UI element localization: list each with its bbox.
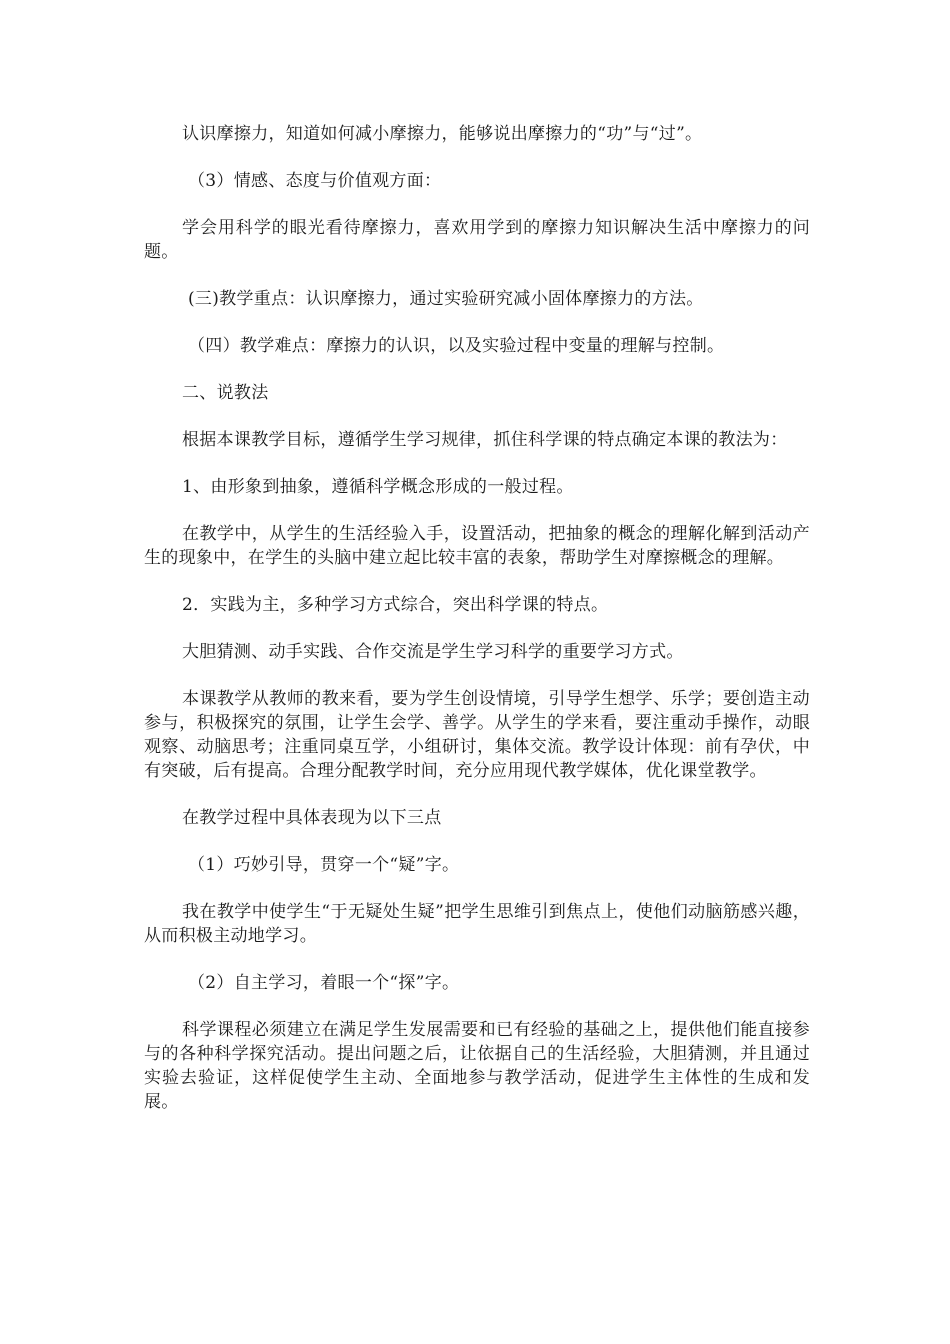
- paragraph-heading: 2．实践为主，多种学习方式综合，突出科学课的特点。: [182, 595, 609, 615]
- paragraph: 科学课程必须建立在满足学生发展需要和已有经验的基础之上，提供他们能直接参与的各种科学探究活动。提出问题之后，让依据自己的生活经验，大胆猜测，并且通过实验去验证，这样促使学生主动、全面地参与教学活动，促进学生主体性的生成和发展。: [144, 1020, 810, 1112]
- document-body: [144, 122, 810, 1137]
- paragraph-heading: （四）教学难点：摩擦力的认识，以及实验过程中变量的理解与控制。: [188, 336, 725, 356]
- paragraph-heading: （1）巧妙引导，贯穿一个“疑”字。: [188, 855, 460, 875]
- paragraph: 在教学过程中具体表现为以下三点: [182, 808, 442, 828]
- paragraph-heading: （3）情感、态度与价值观方面：: [188, 171, 442, 191]
- paragraph-heading: （2）自主学习，着眼一个“探”字。: [188, 973, 460, 993]
- paragraph: 根据本课教学目标，遵循学生学习规律，抓住科学课的特点确定本课的教法为：: [182, 430, 788, 450]
- section-heading: 二、说教法: [182, 383, 269, 403]
- paragraph-heading: 1、由形象到抽象，遵循科学概念形成的一般过程。: [182, 477, 574, 497]
- paragraph: 本课教学从教师的教来看，要为学生创设情境，引导学生想学、乐学；要创造主动参与，积极探究的氛围，让学生会学、善学。从学生的学来看，要注重动手操作，动眼观察、动脑思考；注重同桌互学，小组研讨，集体交流。教学设计体现：前有孕伏，中有突破，后有提高。合理分配教学时间，充分应用现代教学媒体，优化课堂教学。: [144, 689, 810, 781]
- paragraph: 我在教学中使学生“于无疑处生疑”把学生思维引到焦点上，使他们动脑筋感兴趣，从而积极主动地学习。: [144, 902, 810, 946]
- paragraph: 在教学中，从学生的生活经验入手，设置活动，把抽象的概念的理解化解到活动产生的现象中，在学生的头脑中建立起比较丰富的表象，帮助学生对摩擦概念的理解。: [144, 524, 810, 568]
- paragraph: 认识摩擦力，知道如何减小摩擦力，能够说出摩擦力的“功”与“过”。: [182, 124, 703, 144]
- paragraph-heading: (三)教学重点：认识摩擦力，通过实验研究减小固体摩擦力的方法。: [188, 289, 704, 309]
- paragraph: 学会用科学的眼光看待摩擦力，喜欢用学到的摩擦力知识解决生活中摩擦力的问题。: [144, 218, 810, 262]
- paragraph: 大胆猜测、动手实践、合作交流是学生学习科学的重要学习方式。: [182, 642, 684, 662]
